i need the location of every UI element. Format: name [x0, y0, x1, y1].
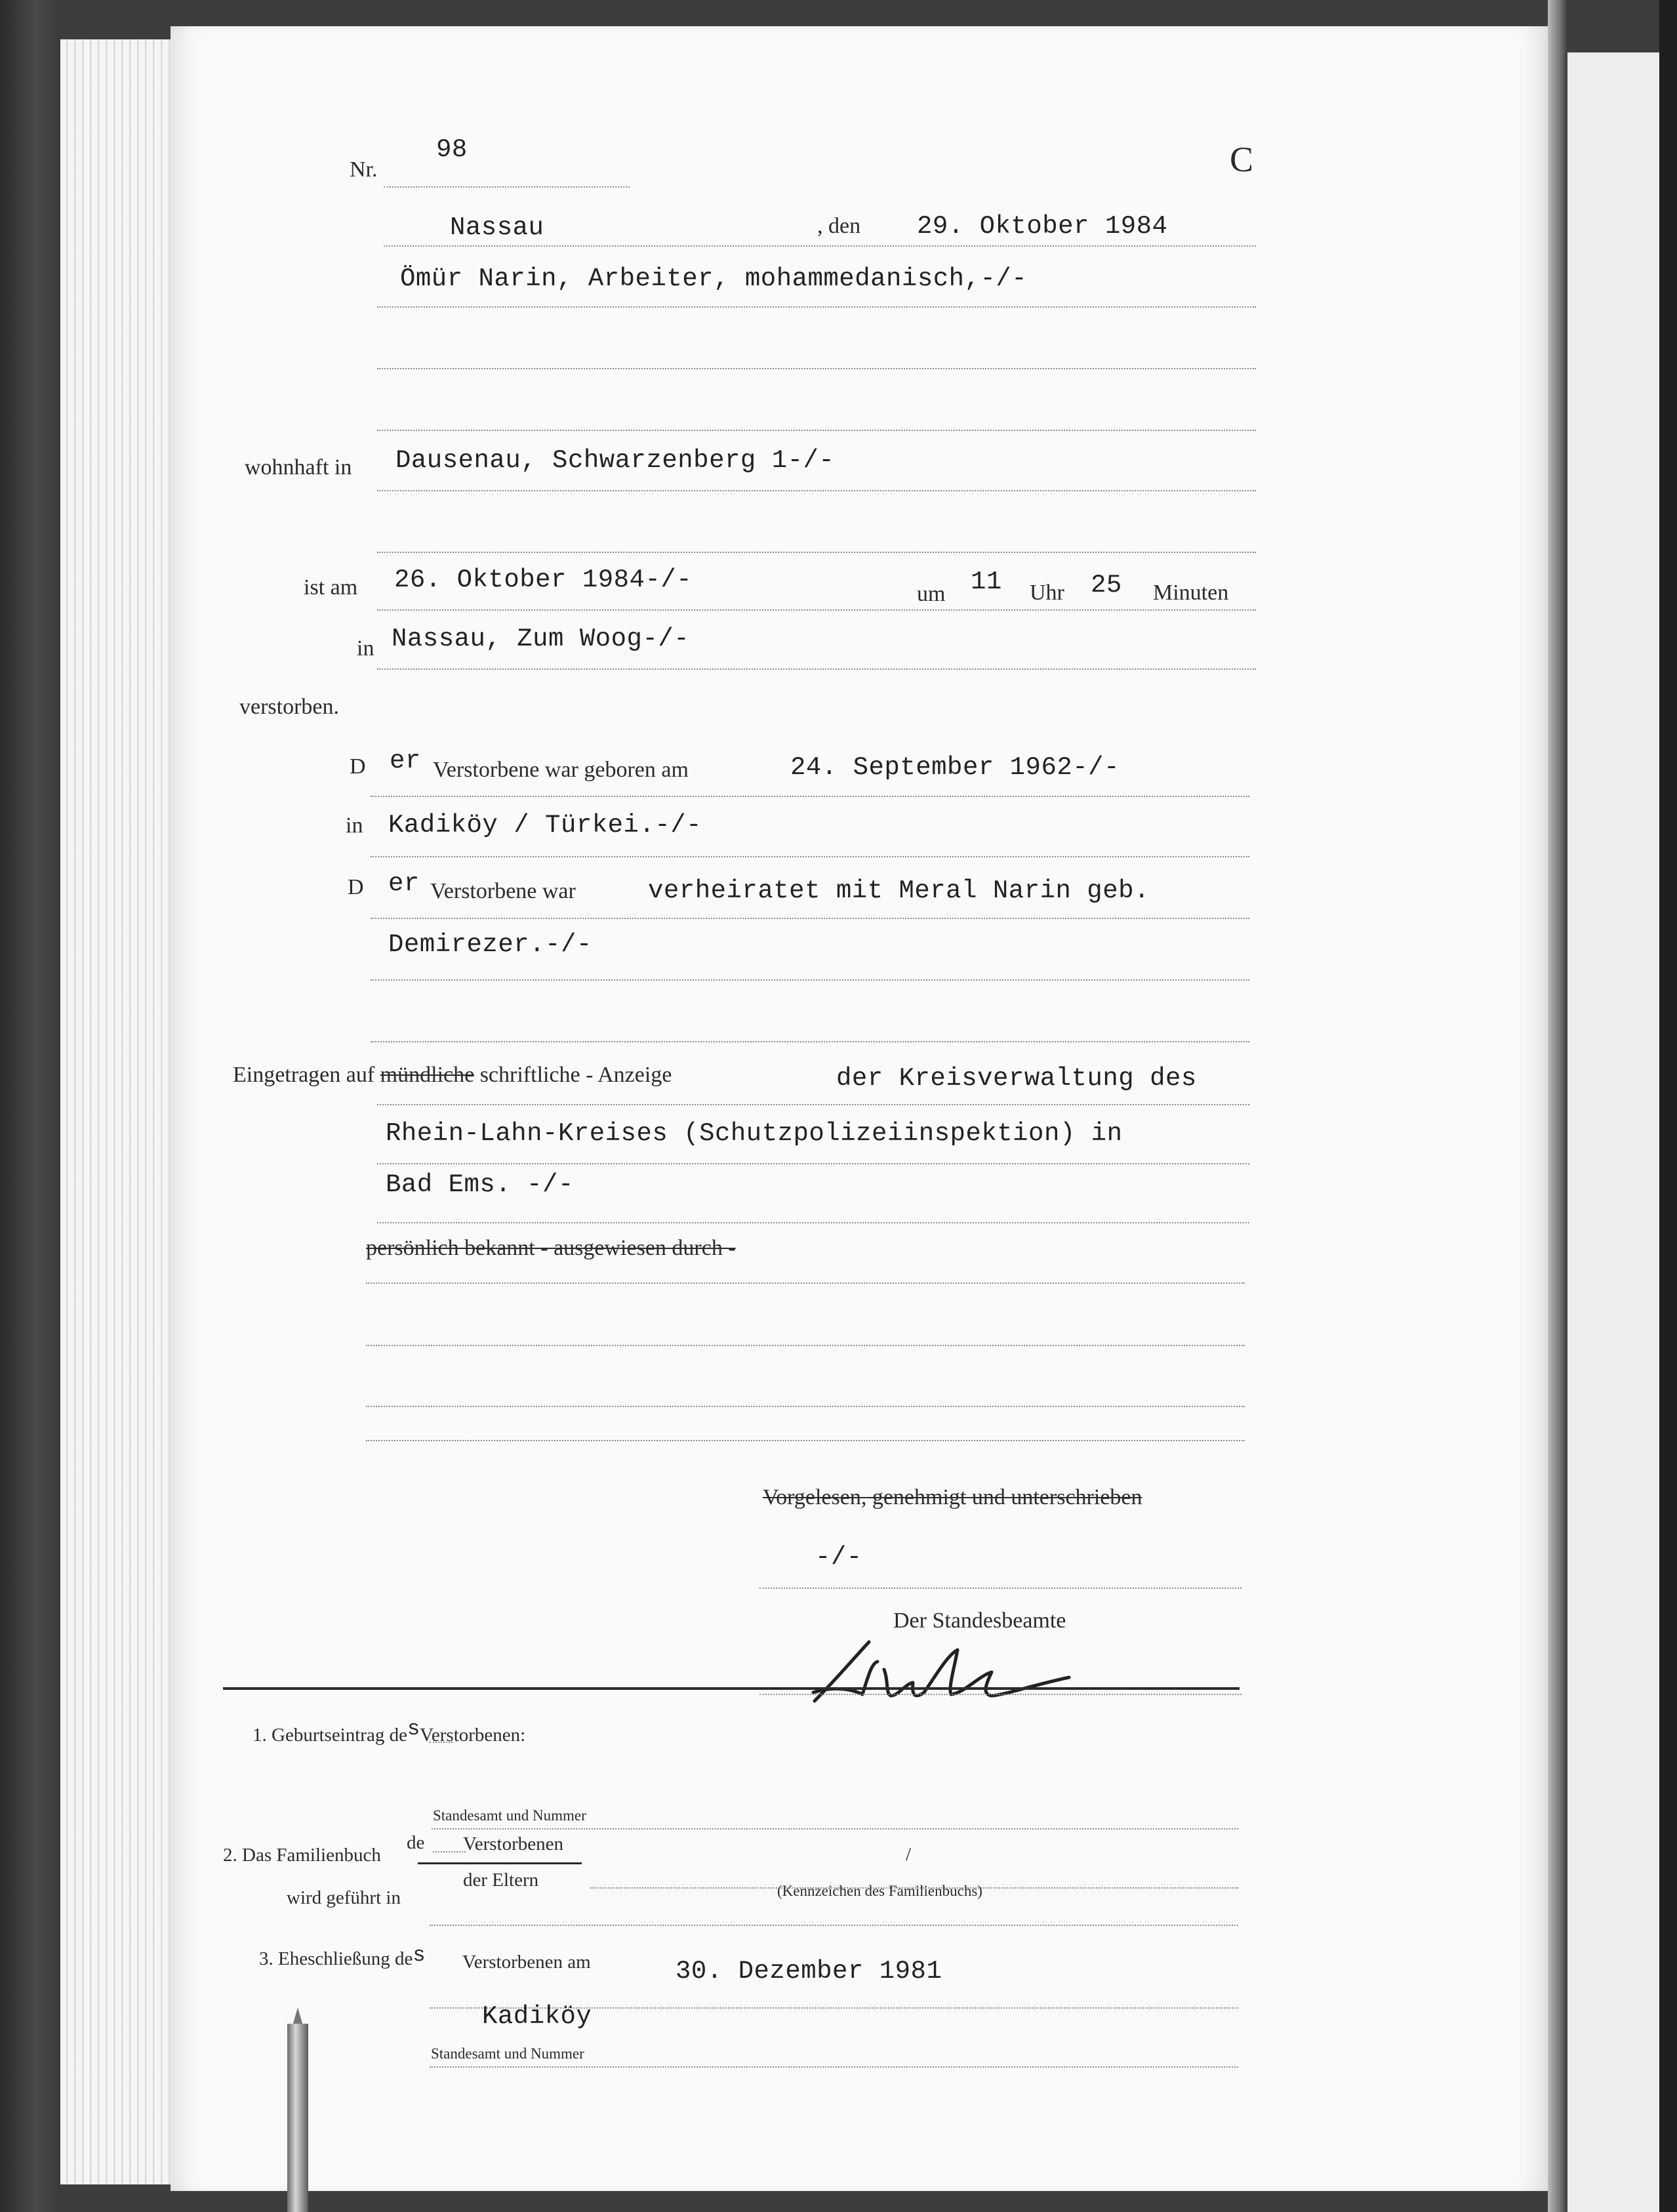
- registration-line-6: [366, 1406, 1245, 1407]
- person-line-3: [377, 430, 1256, 431]
- death-hour-value: 11: [971, 567, 1002, 596]
- item1-standesamt-label: Standesamt und Nummer: [433, 1807, 586, 1824]
- birth-date-value: 24. September 1962-/-: [790, 753, 1120, 782]
- book-binding: [0, 0, 60, 2212]
- item1-suffix-line: [430, 1742, 453, 1743]
- item2-verstorbenen: Verstorbenen: [463, 1833, 564, 1854]
- marital-text-label: Verstorbene war: [430, 879, 576, 903]
- kennzeichen-label: (Kennzeichen des Familienbuchs): [777, 1883, 982, 1899]
- ist-am-label: ist am: [304, 575, 358, 600]
- page-edges: [60, 39, 178, 2184]
- registrar-signature: [807, 1630, 1095, 1709]
- death-date-value: 26. Oktober 1984-/-: [394, 565, 693, 594]
- item3-standesamt-label: Standesamt und Nummer: [431, 2045, 584, 2062]
- footer-item1-label: [253, 1717, 526, 1748]
- pen: [287, 2024, 308, 2212]
- death-place-value: Nassau, Zum Woog-/-: [392, 625, 690, 653]
- marital-value-2: Demirezer.-/-: [388, 930, 592, 959]
- item2-label: 2. Das Familienbuch: [223, 1845, 381, 1866]
- registration-line-5: [366, 1345, 1245, 1346]
- marital-line-1: [371, 918, 1249, 919]
- death-minute-value: 25: [1091, 571, 1122, 600]
- marriage-place-value: Kadiköy: [482, 2002, 592, 2031]
- registration-line-3: [377, 1222, 1249, 1223]
- signature-value: -/-: [815, 1543, 862, 1572]
- residence-line-1: [377, 490, 1256, 491]
- death-in-label: in: [357, 636, 374, 661]
- marital-line-3: [371, 1041, 1249, 1042]
- death-date-line: [377, 609, 1256, 611]
- birth-place-value: Kadiköy / Türkei.-/-: [388, 811, 702, 840]
- nr-label: Nr.: [350, 157, 378, 182]
- item2-fraction-line: [418, 1862, 582, 1864]
- person-value: Ömür Narin, Arbeiter, mohammedanisch,-/-: [400, 264, 1028, 293]
- book-gutter: [1548, 0, 1567, 2212]
- birth-d-label: D: [350, 754, 366, 779]
- item1-suffix: s: [407, 1717, 420, 1741]
- residence-line-2: [377, 552, 1256, 553]
- item1-rest: Verstorbenen:: [420, 1725, 526, 1746]
- registration-line-2: [377, 1163, 1249, 1164]
- item3-label: [259, 1943, 426, 1971]
- person-line-1: [377, 306, 1256, 308]
- den-label: , den: [817, 214, 861, 238]
- standesbeamte-label: Der Standesbeamte: [893, 1608, 1066, 1633]
- item2-slash: /: [906, 1844, 912, 1865]
- person-line-2: [377, 368, 1256, 369]
- birth-place-line: [371, 856, 1249, 857]
- eingetragen-rest: schriftliche - Anzeige: [479, 1063, 672, 1087]
- item1-prefix: 1. Geburtseintrag de: [253, 1725, 407, 1746]
- verstorben-label: verstorben.: [239, 695, 340, 719]
- signature-line-1: [759, 1587, 1242, 1589]
- item2-de: de: [407, 1832, 425, 1853]
- nr-line: [384, 186, 630, 188]
- death-place-line: [377, 668, 1256, 670]
- registration-value-3: Bad Ems. -/-: [386, 1170, 574, 1199]
- birth-in-label: in: [346, 813, 363, 838]
- muendliche-struck: mündliche: [380, 1063, 475, 1087]
- uhr-label: Uhr: [1030, 581, 1064, 605]
- eingetragen-prefix: Eingetragen auf: [233, 1063, 375, 1087]
- marriage-date-value: 30. Dezember 1981: [676, 1957, 942, 1986]
- place-line: [384, 245, 1256, 247]
- date-value: 29. Oktober 1984: [917, 212, 1168, 241]
- registration-line-1: [377, 1104, 1249, 1105]
- registration-line-7: [366, 1440, 1245, 1441]
- item2-gefuehrt-label: wird geführt in: [287, 1887, 401, 1908]
- eingetragen-label: [233, 1063, 672, 1088]
- marital-value-1: verheiratet mit Meral Narin geb.: [648, 876, 1150, 905]
- vorgelesen-struck: Vorgelesen, genehmigt und unterschrieben: [763, 1485, 1142, 1509]
- registration-value-2: Rhein-Lahn-Kreises (Schutzpolizeiinspektion) in: [386, 1119, 1123, 1148]
- persoenlich-struck: persönlich bekannt - ausgewiesen durch -: [366, 1236, 736, 1260]
- item3-suffix: s: [413, 1943, 426, 1967]
- place-value: Nassau: [450, 213, 544, 242]
- book-cover-edge: [1659, 0, 1677, 2212]
- item2-de-line: [433, 1851, 466, 1853]
- document-page: [171, 26, 1548, 2191]
- registration-line-4: [366, 1282, 1245, 1284]
- pen-tip: [293, 2007, 303, 2026]
- birth-text-label: Verstorbene war geboren am: [433, 758, 689, 782]
- nr-value: 98: [436, 135, 468, 164]
- marital-suffix: er: [388, 869, 420, 898]
- footer-rule: [223, 1687, 1240, 1690]
- item3-rest: Verstorbenen am: [462, 1952, 591, 1973]
- signature-line-2: [759, 1694, 1242, 1695]
- marital-d-label: D: [348, 875, 364, 899]
- residence-value: Dausenau, Schwarzenberg 1-/-: [395, 446, 835, 475]
- birth-date-line: [371, 796, 1249, 797]
- item2-gefuehrt-line: [430, 1925, 1238, 1926]
- um-label: um: [917, 582, 946, 606]
- registration-value-1: der Kreisverwaltung des: [836, 1064, 1197, 1093]
- item3-place-line: [430, 2066, 1238, 2068]
- wohnhaft-label: wohnhaft in: [245, 455, 352, 480]
- marital-line-2: [371, 979, 1249, 981]
- birth-suffix: er: [390, 747, 421, 775]
- item2-eltern: der Eltern: [463, 1870, 539, 1891]
- register-code: C: [1230, 140, 1254, 179]
- item3-prefix: 3. Eheschließung de: [259, 1948, 413, 1969]
- minuten-label: Minuten: [1153, 581, 1229, 605]
- item1-line: [432, 1828, 1238, 1830]
